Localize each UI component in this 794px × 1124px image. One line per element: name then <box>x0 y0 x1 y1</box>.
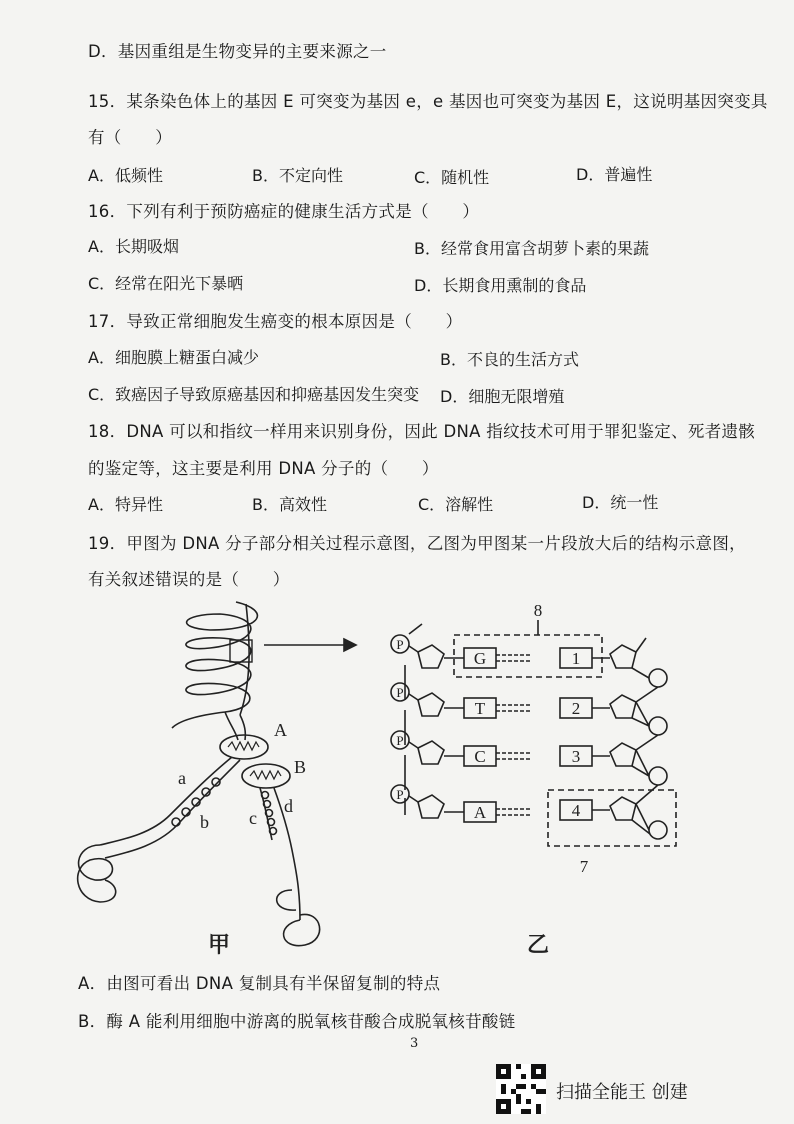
q15-stem-line2: 有（ ） <box>88 128 172 147</box>
base-4: A <box>473 803 487 822</box>
jia-label-d: d <box>284 796 293 816</box>
phosphate-label: P <box>396 787 404 802</box>
yi-row-2 <box>391 683 636 718</box>
yi-box-7 <box>548 790 676 846</box>
jia-label-a: a <box>178 768 186 788</box>
yi-caption: 乙 <box>526 933 550 958</box>
phosphate-label: P <box>396 637 404 652</box>
q17-option-d: D．细胞无限增殖 <box>440 387 565 406</box>
q18-option-c: C．溶解性 <box>418 495 494 514</box>
partner-3: 3 <box>571 747 581 766</box>
yi-label-8: 8 <box>533 601 543 620</box>
q19-option-a: A．由图可看出 DNA 复制具有半保留复制的特点 <box>78 974 441 993</box>
figure-yi <box>391 601 676 958</box>
q18-option-d: D．统一性 <box>582 493 659 512</box>
q19-option-b: B．酶 A 能利用细胞中游离的脱氧核苷酸合成脱氧核苷酸链 <box>78 1012 516 1031</box>
jia-label-c: c <box>249 808 257 828</box>
figure-jia <box>78 602 320 958</box>
q18-stem-line1: 18．DNA 可以和指纹一样用来识别身份，因此 DNA 指纹技术可用于罪犯鉴定、死者遗骸 <box>88 422 756 441</box>
partner-1: 1 <box>571 649 581 668</box>
q19-stem-line1: 19．甲图为 DNA 分子部分相关过程示意图，乙图为甲图某一片段放大后的结构示意图， <box>88 534 746 553</box>
jia-label-B: B <box>294 757 307 777</box>
q16-option-c: C．经常在阳光下暴晒 <box>88 274 244 293</box>
yi-row-1 <box>391 624 646 668</box>
phosphate-label: P <box>396 733 404 748</box>
q16-option-d: D．长期食用熏制的食品 <box>414 276 587 295</box>
q18-stem-line2: 的鉴定等，这主要是利用 DNA 分子的（ ） <box>88 459 439 478</box>
q16-stem: 16．下列有利于预防癌症的健康生活方式是（ ） <box>88 202 480 221</box>
phosphate-label: P <box>396 685 404 700</box>
q17-option-b: B．不良的生活方式 <box>440 350 579 369</box>
partner-4: 4 <box>571 801 581 820</box>
q17-stem: 17．导致正常细胞发生癌变的根本原因是（ ） <box>88 312 463 331</box>
q15-option-c: C．随机性 <box>414 168 490 187</box>
scanner-watermark: 扫描全能王 创建 <box>556 1082 688 1103</box>
q15-stem-line1: 15．某条染色体上的基因 E 可突变为基因 e，e 基因也可突变为基因 E，这说明基因突变具 <box>88 92 768 111</box>
q17-option-a: A．细胞膜上糖蛋白减少 <box>88 348 259 367</box>
yi-row-3 <box>391 731 636 766</box>
q19-stem-line2: 有关叙述错误的是（ ） <box>88 570 290 589</box>
base-2: T <box>474 699 486 718</box>
jia-caption: 甲 <box>208 933 231 958</box>
qr-code-icon <box>496 1064 546 1114</box>
dna-figure <box>60 590 700 960</box>
q17-option-c: C．致癌因子导致原癌基因和抑癌基因发生突变 <box>88 385 420 404</box>
q18-option-b: B．高效性 <box>252 495 327 514</box>
q16-option-b: B．经常食用富含胡萝卜素的果蔬 <box>414 239 649 258</box>
jia-label-A: A <box>274 720 287 740</box>
q15-option-b: B．不定向性 <box>252 166 343 185</box>
q14-option-d: D．基因重组是生物变异的主要来源之一 <box>88 42 387 61</box>
jia-label-b: b <box>200 812 209 832</box>
page-number: 3 <box>410 1036 419 1051</box>
partner-2: 2 <box>571 699 581 718</box>
q16-option-a: A．长期吸烟 <box>88 237 179 256</box>
q15-option-d: D．普遍性 <box>576 165 653 184</box>
base-3: C <box>474 747 486 766</box>
arrow-icon <box>264 639 356 651</box>
q15-option-a: A．低频性 <box>88 166 163 185</box>
q18-option-a: A．特异性 <box>88 495 163 514</box>
yi-label-7: 7 <box>579 857 589 876</box>
base-1: G <box>473 649 487 668</box>
